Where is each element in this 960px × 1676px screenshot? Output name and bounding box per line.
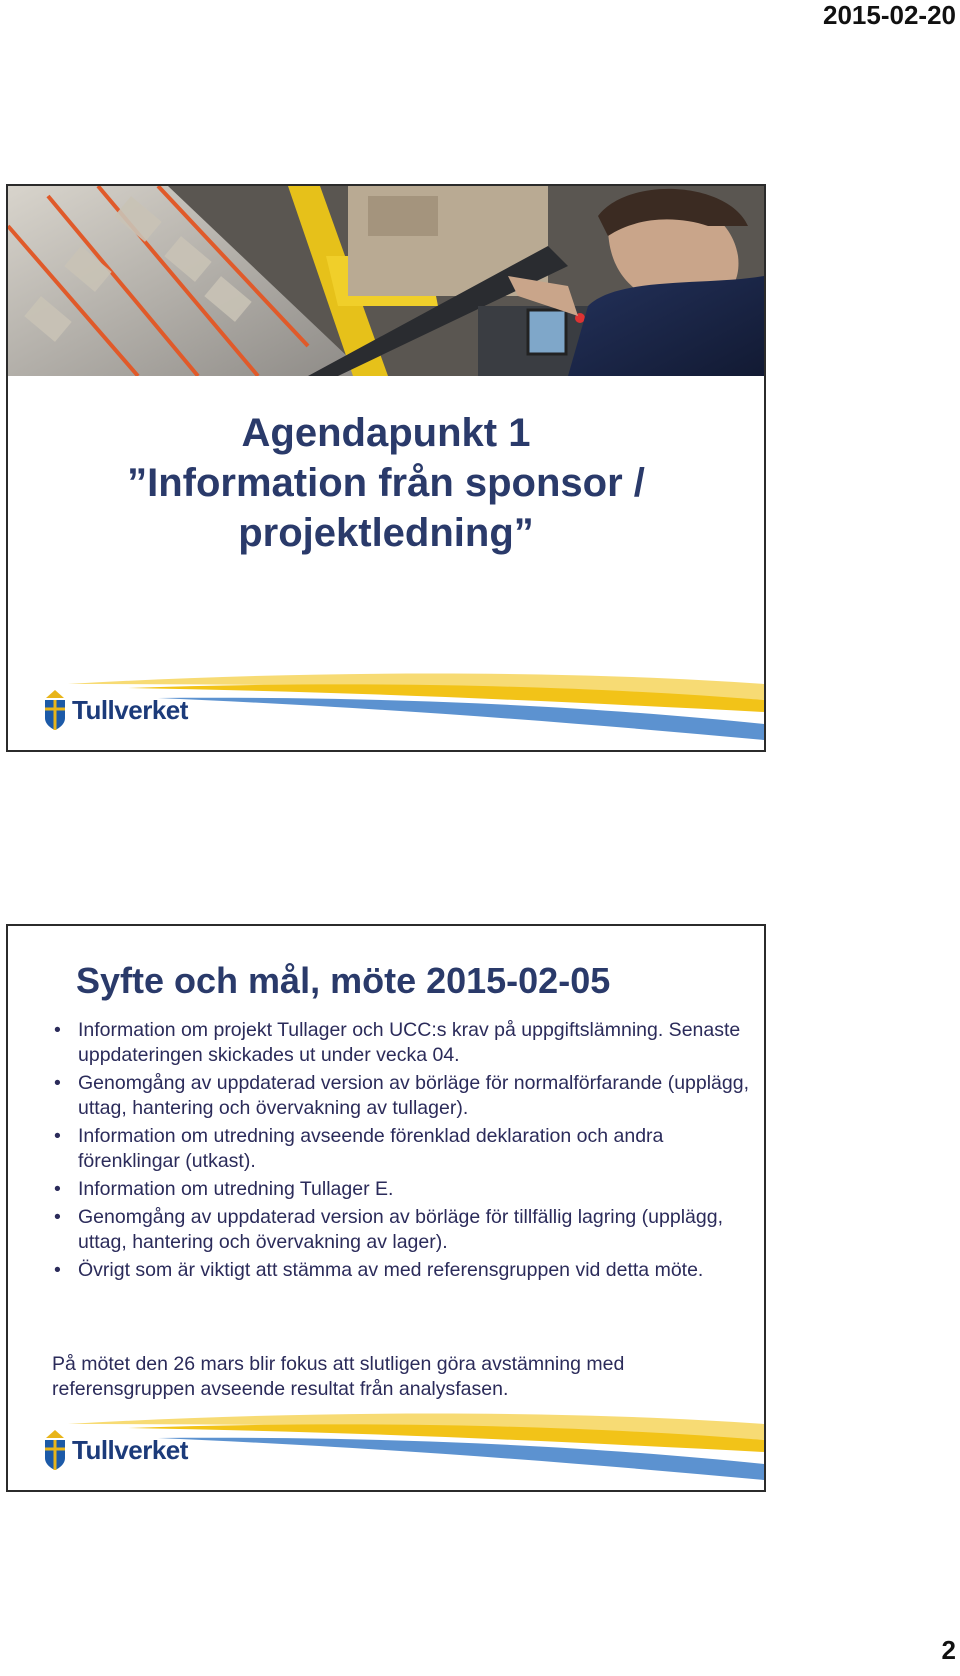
logo-text: Tullverket: [72, 1434, 188, 1465]
list-item: • Information om projekt Tullager och UCC:s krav på uppgiftslämning. Senaste uppdateringen skickades ut under vecka 04.: [54, 1019, 741, 1066]
warehouse-forklift-photo: [8, 186, 764, 376]
closing-paragraph: På mötet den 26 mars blir fokus att slutligen göra avstämning med referensgruppen avseende resultat från analysfasen.: [52, 1353, 625, 1400]
logo-text: Tullverket: [72, 694, 188, 725]
list-item: • Övrigt som är viktigt att stämma av med referensgruppen vid detta möte.: [54, 1259, 704, 1281]
coat-of-arms-icon: [42, 1428, 68, 1472]
slide-purpose: [6, 924, 766, 1492]
slide-title: [8, 408, 764, 558]
bullet-list: [52, 1018, 752, 1286]
page-number: 2: [941, 1635, 956, 1665]
title-line-1: Agendapunkt 1: [241, 411, 531, 455]
title-line-3: projektledning”: [238, 511, 534, 555]
tullverket-logo: [42, 1428, 188, 1472]
slide-agenda: [6, 184, 766, 752]
list-item: • Genomgång av uppdaterad version av börläge för normalförfarande (upplägg, uttag, hantering och övervakning av tullager).: [54, 1072, 750, 1119]
list-item: • Information om utredning avseende förenklad deklaration och andra förenklingar (utkast).: [54, 1125, 664, 1172]
tullverket-logo: [42, 688, 188, 732]
coat-of-arms-icon: [42, 688, 68, 732]
title-line-2: ”Information från sponsor /: [127, 461, 645, 505]
list-item: • Information om utredning Tullager E.: [54, 1178, 394, 1200]
page-date: 2015-02-20: [823, 0, 956, 30]
slide-heading: Syfte och mål, möte 2015-02-05: [76, 960, 611, 1001]
list-item: • Genomgång av uppdaterad version av börläge för tillfällig lagring (upplägg, uttag, hantering och övervakning av lager).: [54, 1206, 723, 1253]
